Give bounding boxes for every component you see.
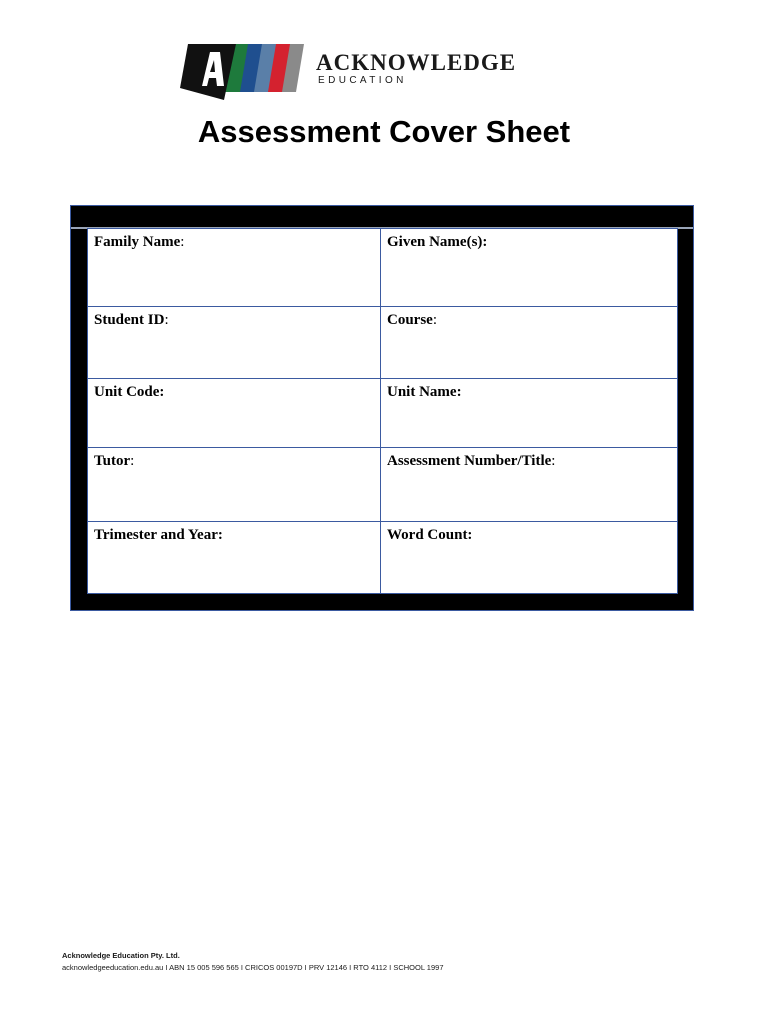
given-names-field[interactable] [381,229,678,307]
field-label: Family Name: [94,234,185,250]
field-label: Unit Name: [387,384,462,400]
field-label: Word Count: [387,527,473,543]
acknowledge-logo [180,40,590,104]
brand-name: ACKNOWLEDGE [316,50,517,75]
form-row [88,229,678,307]
unit-code-field[interactable] [88,379,381,448]
course-field[interactable] [381,307,678,379]
cover-sheet-form-frame [70,205,694,611]
footer-details: acknowledgeeducation.edu.au I ABN 15 005 596 565 I CRICOS 00197D I PRV 12146 I RTO 4112 I SCHOOL 1997 [62,963,444,972]
footer-company: Acknowledge Education Pty. Ltd. [62,951,180,960]
field-label: Given Name(s): [387,234,488,250]
form-row [88,379,678,448]
footer [62,951,444,972]
field-label: Unit Code: [94,384,165,400]
cover-sheet-form [87,228,678,594]
family-name-field[interactable] [88,229,381,307]
field-label: Student ID: [94,312,169,328]
page-title: Assessment Cover Sheet [197,114,571,149]
form-row [88,448,678,522]
tutor-field[interactable] [88,448,381,522]
acknowledge-logo-mark-icon [180,40,310,104]
word-count-field[interactable] [381,522,678,594]
unit-name-field[interactable] [381,379,678,448]
field-label: Assessment Number/Title: [387,453,556,469]
form-row [88,522,678,594]
trimester-year-field[interactable] [88,522,381,594]
field-label: Trimester and Year: [94,527,223,543]
field-label: Course: [387,312,437,328]
brand-subtitle: EDUCATION [318,75,407,86]
student-id-field[interactable] [88,307,381,379]
field-label: Tutor: [94,453,135,469]
assessment-number-title-field[interactable] [381,448,678,522]
form-row [88,307,678,379]
